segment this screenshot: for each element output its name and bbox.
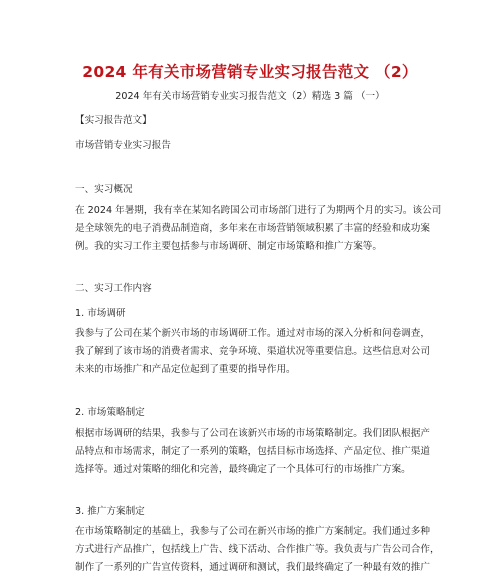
subsection-3-paragraph [75,523,440,577]
subsection-1-heading: 1. 市场调研 [75,308,126,319]
document-subtitle: 2024 年有关市场营销专业实习报告范文（2）精选 3 篇 （一） [115,91,385,102]
subsection-3-heading: 3. 推广方案制定 [75,506,145,517]
paragraph-line: 例。我的实习工作主要包括参与市场调研、制定市场策略和推广方案等。 [75,241,382,252]
subsection-2-paragraph [75,425,435,479]
paragraph-line: 在 2024 年暑期，我有幸在某知名跨国公司市场部门进行了为期两个月的实习。该公司 [75,205,442,216]
paragraph-line: 制作了一系列的广告宣传资料，通过调研和测试，我们最终确定了一种最有效的推广 [75,562,430,573]
paragraph-line: 根据市场调研的结果，我参与了公司在该新兴市场的市场策略制定。我们团队根据产 [75,428,430,439]
paragraph-line: 在市场策略制定的基础上，我参与了公司在新兴市场的推广方案制定。我们通过多种 [75,526,430,537]
report-tag: 【实习报告范文】 [75,115,152,126]
subsection-2-heading: 2. 市场策略制定 [75,407,145,418]
paragraph-line: 选择等。通过对策略的细化和完善，最终确定了一个具体可行的市场推广方案。 [75,464,411,475]
paragraph-line: 我了解到了该市场的消费者需求、竞争环境、渠道状况等重要信息。这些信息对公司 [75,346,430,357]
subsection-1-paragraph [75,325,435,379]
section-1-paragraph [75,202,442,256]
section-1-heading: 一、实习概况 [75,184,133,195]
paragraph-line: 是全球领先的电子消费品制造商，多年来在市场营销领域积累了丰富的经验和成功案 [75,223,430,234]
paragraph-line: 品特点和市场需求，制定了一系列的策略，包括目标市场选择、产品定位、推广渠道 [75,446,430,457]
report-heading: 市场营销专业实习报告 [75,140,171,151]
paragraph-line: 我参与了公司在某个新兴市场的市场调研工作。通过对市场的深入分析和问卷调查， [75,328,430,339]
paragraph-line: 方式进行产品推广，包括线上广告、线下活动、合作推广等。我负责与广告公司合作， [75,544,440,555]
document-title: 2024 年有关市场营销专业实习报告范文 （2） [82,63,418,81]
paragraph-line: 未来的市场推广和产品定位起到了重要的指导作用。 [75,364,296,375]
section-2-heading: 二、实习工作内容 [75,283,152,294]
